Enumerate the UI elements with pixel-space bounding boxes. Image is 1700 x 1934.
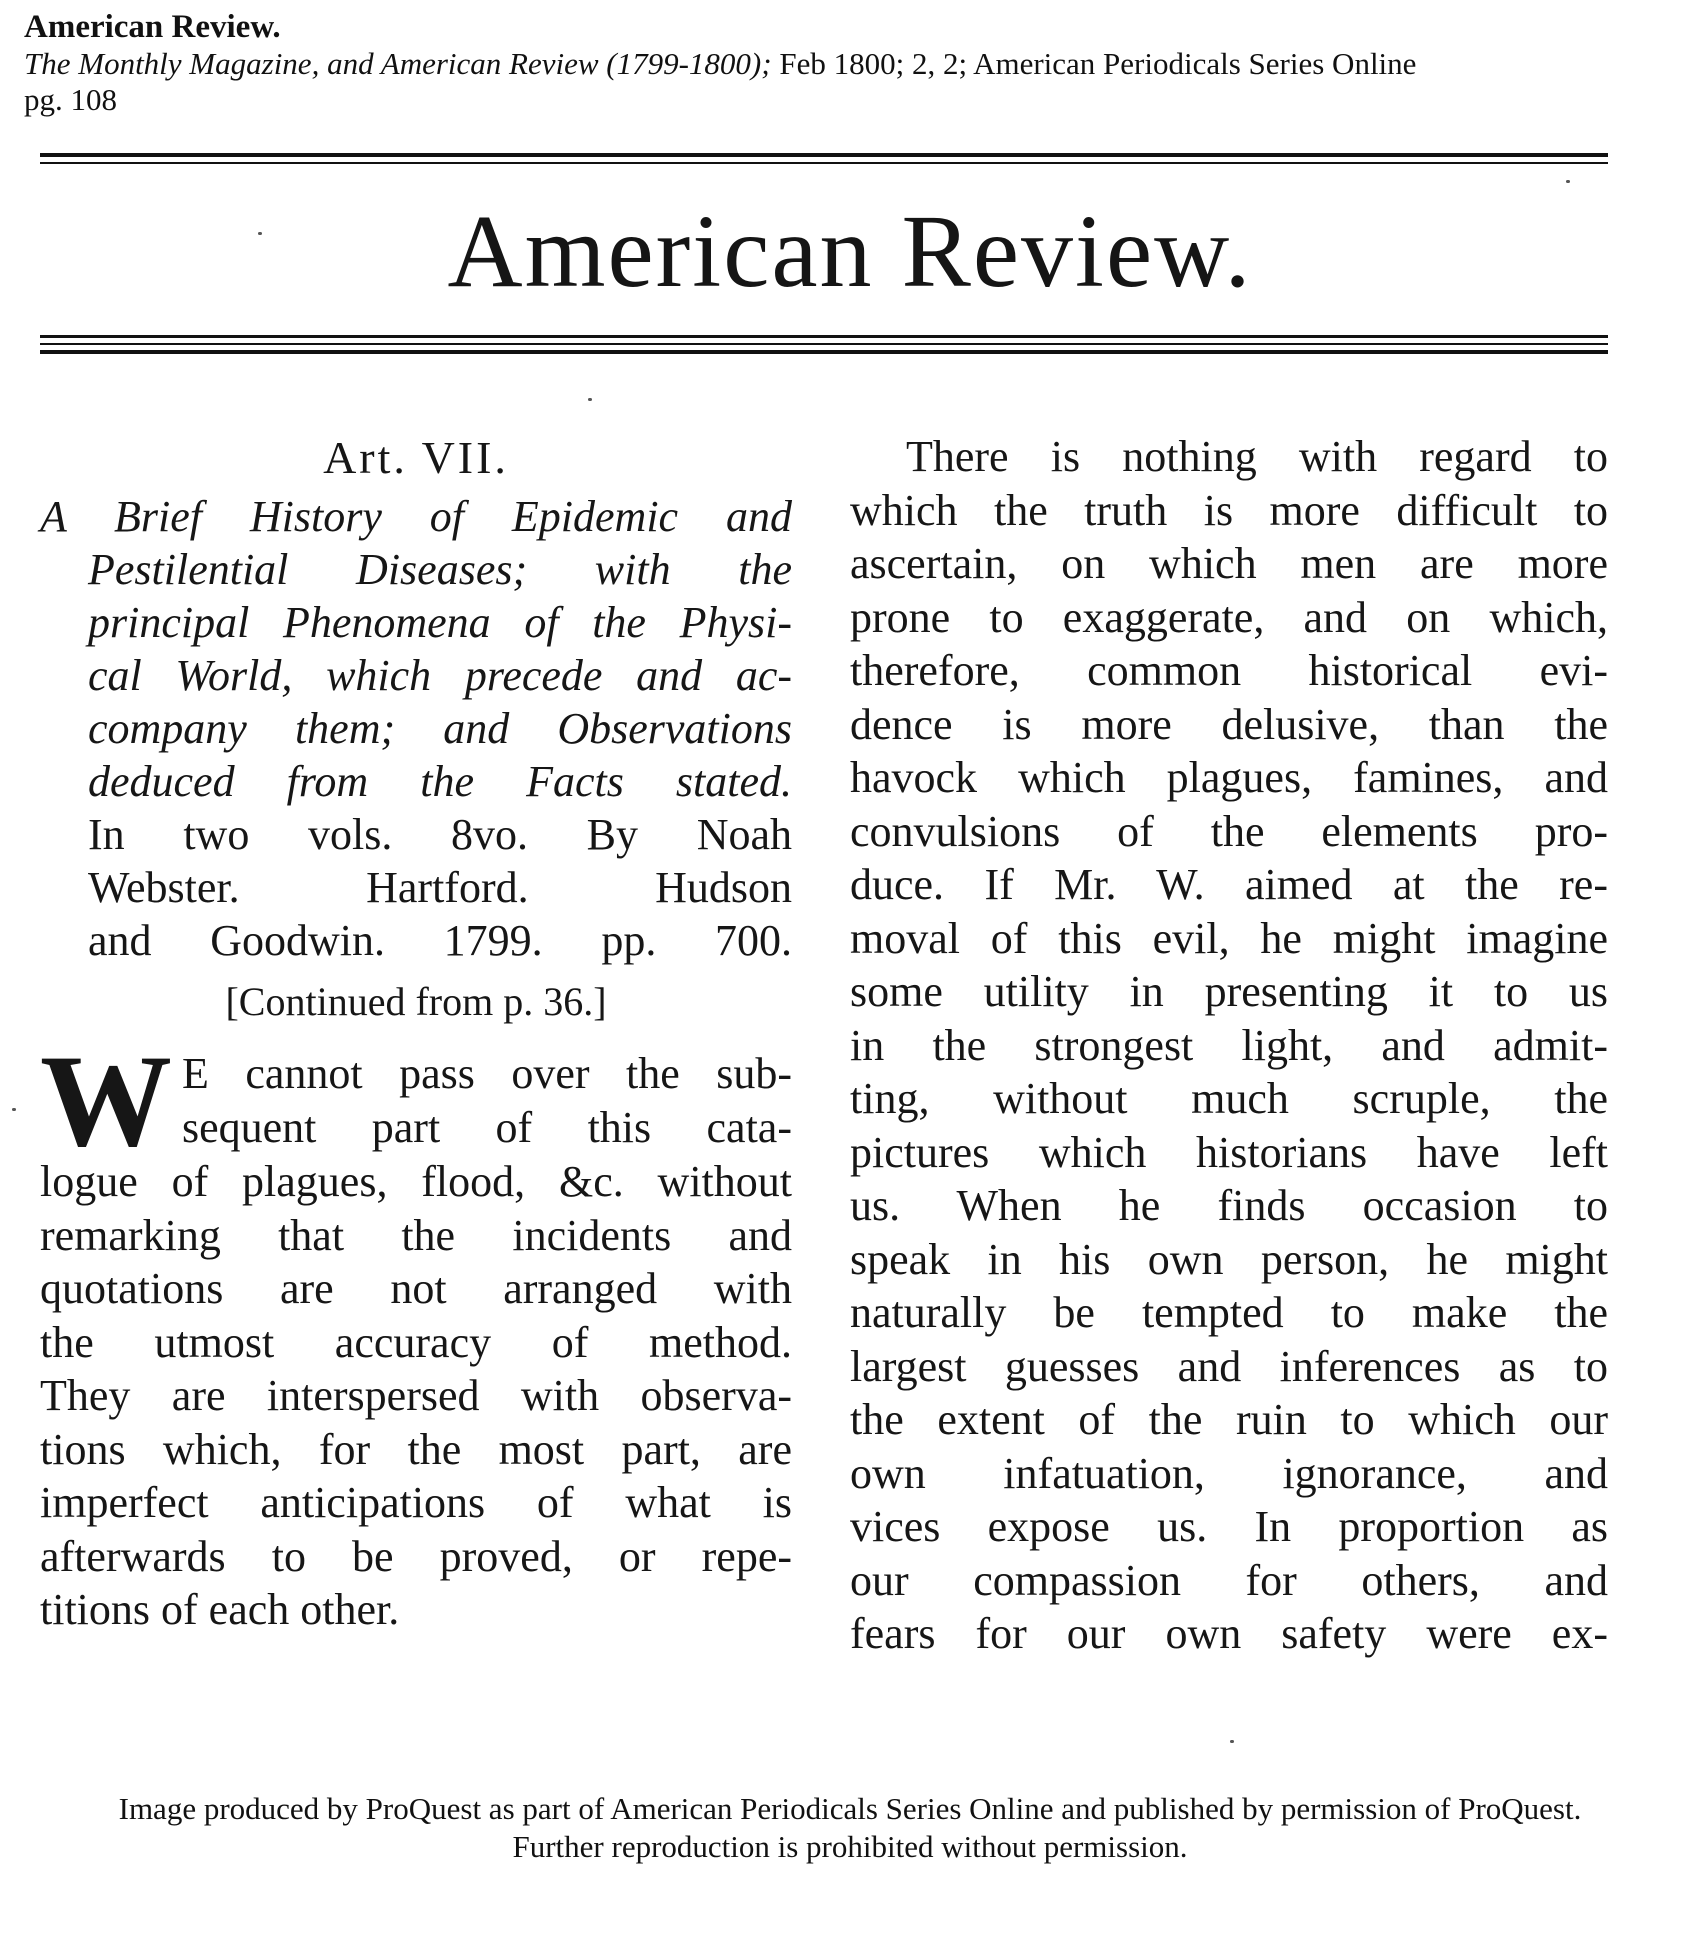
left-column bbox=[40, 430, 792, 1637]
scan-speck bbox=[1566, 180, 1570, 183]
top-rule-thick bbox=[40, 153, 1608, 157]
top-rule-thin bbox=[40, 162, 1608, 164]
body-line: duce. If Mr. W. aimed at the re- bbox=[850, 860, 1608, 909]
body-line: quotations are not arranged with bbox=[40, 1264, 792, 1313]
scan-speck bbox=[588, 398, 592, 401]
citation-page: pg. 108 bbox=[24, 82, 117, 117]
article-title: American Review. bbox=[24, 9, 281, 45]
citation-line: deduced from the Facts stated. bbox=[88, 757, 792, 806]
body-line: sequent part of this cata- bbox=[182, 1102, 792, 1152]
scanned-page bbox=[0, 140, 1700, 1740]
body-line: logue of plagues, flood, &c. without bbox=[40, 1157, 792, 1206]
body-text-left bbox=[40, 1027, 792, 1637]
body-line: They are interspersed with observa- bbox=[40, 1371, 792, 1420]
body-line: E cannot pass over the sub- bbox=[182, 1049, 792, 1098]
drop-cap: W bbox=[40, 1027, 172, 1174]
body-line: speak in his own person, he might bbox=[850, 1234, 1608, 1284]
footer-line-2: Further reproduction is prohibited without permission. bbox=[512, 1829, 1188, 1864]
citation-header bbox=[24, 8, 1674, 118]
mid-rule-thick bbox=[40, 350, 1608, 354]
body-line: convulsions of the elements pro- bbox=[850, 806, 1608, 856]
citation-line: company them; and Observations bbox=[88, 704, 792, 753]
citation-source bbox=[24, 46, 1674, 82]
right-column bbox=[850, 430, 1608, 1661]
body-line: therefore, common historical evi- bbox=[850, 646, 1608, 695]
proquest-footer bbox=[0, 1790, 1700, 1866]
body-line: the utmost accuracy of method. bbox=[40, 1317, 792, 1367]
footer-line-1: Image produced by ProQuest as part of American Periodicals Series Online and published by permission of ProQuest. bbox=[118, 1791, 1582, 1826]
body-line: moval of this evil, he might imagine bbox=[850, 913, 1608, 963]
citation-line: Webster. Hartford. Hudson bbox=[88, 863, 792, 912]
body-line: naturally be tempted to make the bbox=[850, 1288, 1608, 1337]
body-line: largest guesses and inferences as to bbox=[850, 1341, 1608, 1391]
body-line: imperfect anticipations of what is bbox=[40, 1478, 792, 1527]
body-line: titions of each other. bbox=[40, 1585, 400, 1634]
mid-rule-thin-2 bbox=[40, 343, 1608, 345]
article-number-heading: Art. VII. bbox=[323, 432, 509, 483]
body-line: fears for our own safety were ex- bbox=[850, 1609, 1608, 1658]
scan-speck bbox=[1230, 1740, 1234, 1743]
body-line: dence is more delusive, than the bbox=[850, 699, 1608, 749]
scan-speck bbox=[12, 1108, 16, 1111]
body-line: tions which, for the most part, are bbox=[40, 1424, 792, 1474]
citation-line: A Brief History of Epidemic and bbox=[40, 492, 792, 541]
body-line: ting, without much scruple, the bbox=[850, 1074, 1608, 1123]
body-line: ascertain, on which men are more bbox=[850, 539, 1608, 588]
body-line: our compassion for others, and bbox=[850, 1555, 1608, 1605]
body-line: own infatuation, ignorance, and bbox=[850, 1448, 1608, 1498]
body-line: vices expose us. In proportion as bbox=[850, 1502, 1608, 1551]
body-line: There is nothing with regard to bbox=[906, 432, 1608, 481]
citation-line: cal World, which precede and ac- bbox=[88, 651, 792, 700]
citation-line: Pestilential Diseases; with the bbox=[88, 545, 792, 594]
body-line: afterwards to be proved, or repe- bbox=[40, 1531, 792, 1581]
body-line: some utility in presenting it to us bbox=[850, 967, 1608, 1016]
periodical-title: The Monthly Magazine, and American Review (1799-1800); bbox=[24, 46, 772, 81]
masthead: American Review. bbox=[447, 194, 1253, 309]
body-line: the extent of the ruin to which our bbox=[850, 1395, 1608, 1444]
scan-speck bbox=[258, 232, 262, 235]
continued-note: [Continued from p. 36.] bbox=[225, 979, 607, 1024]
body-line: us. When he finds occasion to bbox=[850, 1181, 1608, 1230]
body-line: remarking that the incidents and bbox=[40, 1210, 792, 1260]
body-line: which the truth is more difficult to bbox=[850, 485, 1608, 535]
body-line: pictures which historians have left bbox=[850, 1127, 1608, 1177]
citation-line: principal Phenomena of the Physi- bbox=[88, 598, 792, 647]
body-line: in the strongest light, and admit- bbox=[850, 1020, 1608, 1070]
citation-details: Feb 1800; 2, 2; American Periodicals Series Online bbox=[771, 46, 1417, 81]
body-line: havock which plagues, famines, and bbox=[850, 753, 1608, 802]
citation-line: and Goodwin. 1799. pp. 700. bbox=[88, 916, 792, 965]
body-line: prone to exaggerate, and on which, bbox=[850, 592, 1608, 642]
citation-line: In two vols. 8vo. By Noah bbox=[88, 810, 792, 859]
mid-rule-thin bbox=[40, 335, 1608, 338]
book-citation bbox=[40, 490, 792, 967]
